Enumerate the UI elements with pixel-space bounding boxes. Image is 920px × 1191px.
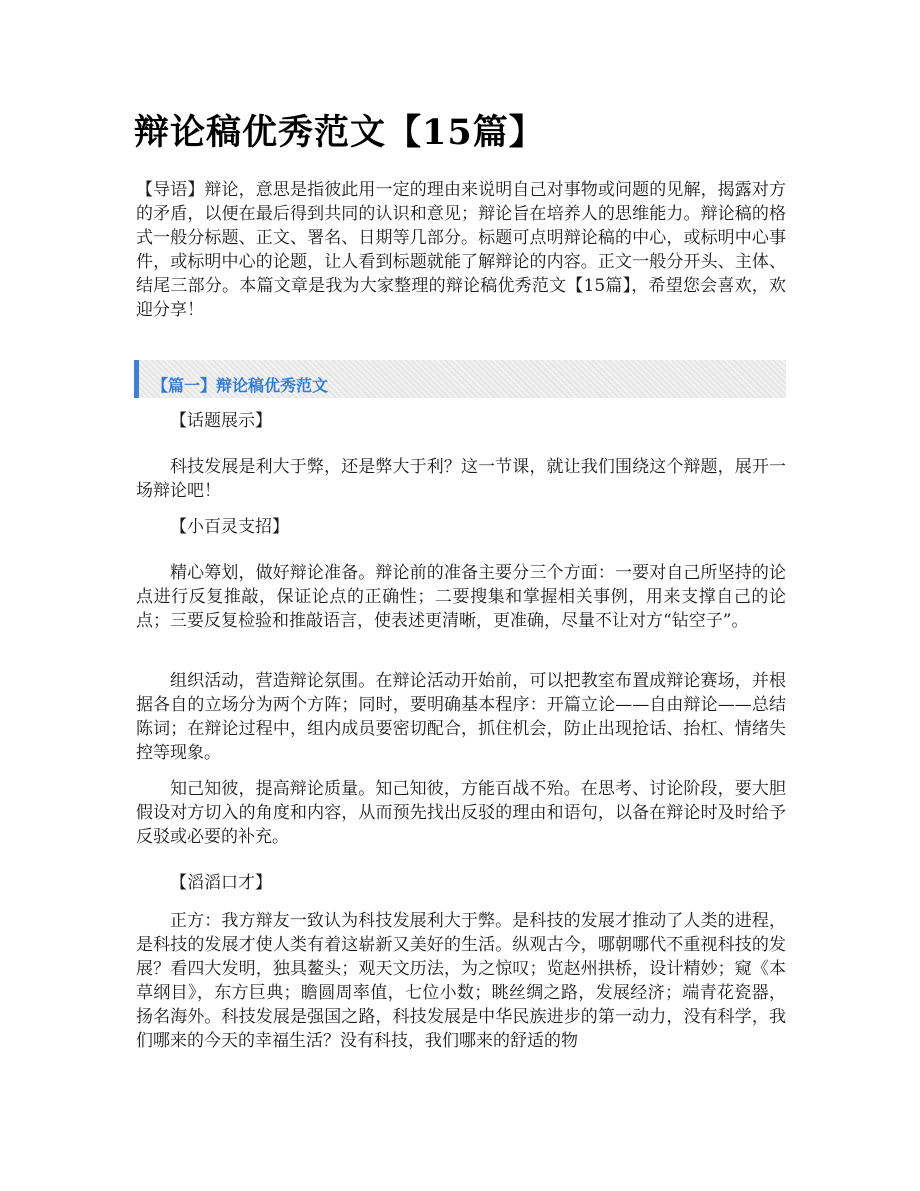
section-accent-bar xyxy=(134,360,139,398)
document-title: 辩论稿优秀范文【15篇】 xyxy=(134,112,545,153)
section-header xyxy=(134,360,786,398)
paragraph-tips-knowledge: 知己知彼，提高辩论质量。知己知彼，方能百战不殆。在思考、讨论阶段，要大胆假设对方切入的角度和内容，从而预先找出反驳的理由和语句，以备在辩论时及时给予反驳或必要的补充。 xyxy=(136,779,786,847)
heading-topic: 【话题展示】 xyxy=(170,411,272,431)
intro-paragraph: 【导语】辩论，意思是指彼此用一定的理由来说明自己对事物或问题的见解，揭露对方的矛盾，以便在最后得到共同的认识和意见；辩论旨在培养人的思维能力。辩论稿的格式一般分标题、正文、署名、日期等几部分。标题可点明辩论稿的中心，或标明中心事件，或标明中心的论题，让人看到标题就能了解辩论的内容。正文一般分开头、主体、结尾三部分。本篇文章是我为大家整理的辩论稿优秀范文【15篇】，希望您会喜欢，欢迎分享！ xyxy=(136,180,786,320)
paragraph-topic: 科技发展是利大于弊，还是弊大于利？这一节课，就让我们围绕这个辩题，展开一场辩论吧！ xyxy=(136,457,786,501)
section-title: 【篇一】辩论稿优秀范文 xyxy=(152,376,329,395)
paragraph-eloquence: 正方：我方辩友一致认为科技发展利大于弊。是科技的发展才推动了人类的进程，是科技的发展才使人类有着这崭新又美好的生活。纵观古今，哪朝哪代不重视科技的发展？看四大发明，独具鳌头；观天文历法，为之惊叹；览赵州拱桥，设计精妙；窥《本草纲目》，东方巨典；瞻圆周率值，七位小数；眺丝绸之路，发展经济；端青花瓷器，扬名海外。科技发展是强国之路，科技发展是中华民族进步的第一动力，没有科学，我们哪来的今天的幸福生活？没有科技，我们哪来的舒适的物 xyxy=(136,911,786,1051)
paragraph-tips-preparation: 精心筹划，做好辩论准备。辩论前的准备主要分三个方面：一要对自己所坚持的论点进行反复推敲，保证论点的正确性；二要搜集和掌握相关事例，用来支撑自己的论点；三要反复检验和推敲语言，使表述更清晰，更准确，尽量不让对方“钻空子”。 xyxy=(136,563,786,631)
heading-tips: 【小百灵支招】 xyxy=(170,517,289,537)
heading-eloquence: 【滔滔口才】 xyxy=(170,873,272,893)
paragraph-tips-organization: 组织活动，营造辩论氛围。在辩论活动开始前，可以把教室布置成辩论赛场，并根据各自的立场分为两个方阵；同时，要明确基本程序：开篇立论——自由辩论——总结陈词；在辩论过程中，组内成员要密切配合，抓住机会，防止出现抢话、抬杠、情绪失控等现象。 xyxy=(136,671,786,763)
